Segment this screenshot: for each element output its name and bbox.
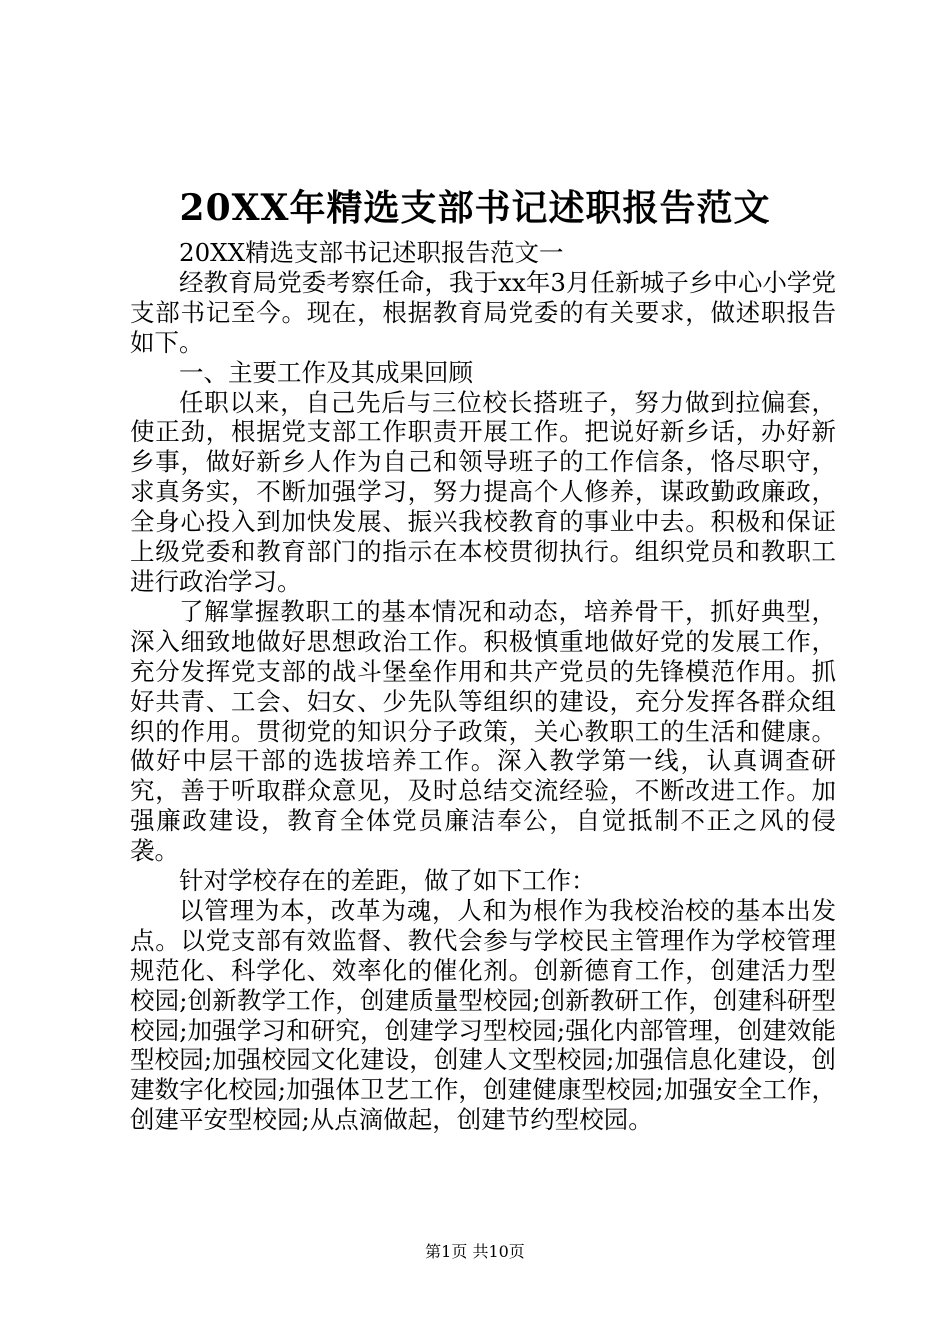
paragraph-management: 以管理为本，改革为魂，人和为根作为我校治校的基本出发点。以党支部有效监督、教代会参与学校民主管理作为学校管理规范化、科学化、效率化的催化剂。创新德育工作，创建活力型校园;创新教学工作，创建质量型校园;创新教研工作，创建科研型校园;加强学习和研究，创建学习型校园;强化内部管理，创建效能型校园;加强校园文化建设，创建人文型校园;加强信息化建设，创建数字化校园;加强体卫艺工作，创建健康型校园;加强安全工作，创建平安型校园;从点滴做起，创建节约型校园。	[130, 895, 836, 1135]
paragraph-work-2: 了解掌握教职工的基本情况和动态，培养骨干，抓好典型，深入细致地做好思想政治工作。积极慎重地做好党的发展工作，充分发挥党支部的战斗堡垒作用和共产党员的先锋模范作用。抓好共青、工会、妇女、少先队等组织的建设，充分发挥各群众组织的作用。贯彻党的知识分子政策，关心教职工的生活和健康。做好中层干部的选拔培养工作。深入教学第一线，认真调查研究，善于听取群众意见，及时总结交流经验，不断改进工作。加强廉政建设，教育全体党员廉洁奉公，自觉抵制不正之风的侵袭。	[130, 596, 836, 866]
page-number-footer: 第1页 共10页	[425, 1242, 525, 1261]
document-title: 20XX年精选支部书记述职报告范文	[179, 187, 771, 229]
section-heading: 一、主要工作及其成果回顾	[179, 357, 473, 387]
paragraph-intro: 经教育局党委考察任命，我于xx年3月任新城子乡中心小学党支部书记至今。现在，根据教育局党委的有关要求，做述职报告如下。	[130, 267, 836, 357]
document-body	[130, 238, 836, 1135]
section-subtitle: 20XX精选支部书记述职报告范文一	[179, 238, 564, 267]
paragraph-gap-intro: 针对学校存在的差距，做了如下工作：	[179, 866, 596, 896]
paragraph-work-1: 任职以来，自己先后与三位校长搭班子，努力做到拉偏套，使正劲，根据党支部工作职责开展工作。把说好新乡话，办好新乡事，做好新乡人作为自己和领导班子的工作信条，恪尽职守，求真务实，不断加强学习，努力提高个人修养，谋政勤政廉政，全身心投入到加快发展、振兴我校教育的事业中去。积极和保证上级党委和教育部门的指示在本校贯彻执行。组织党员和教职工进行政治学习。	[130, 387, 836, 596]
